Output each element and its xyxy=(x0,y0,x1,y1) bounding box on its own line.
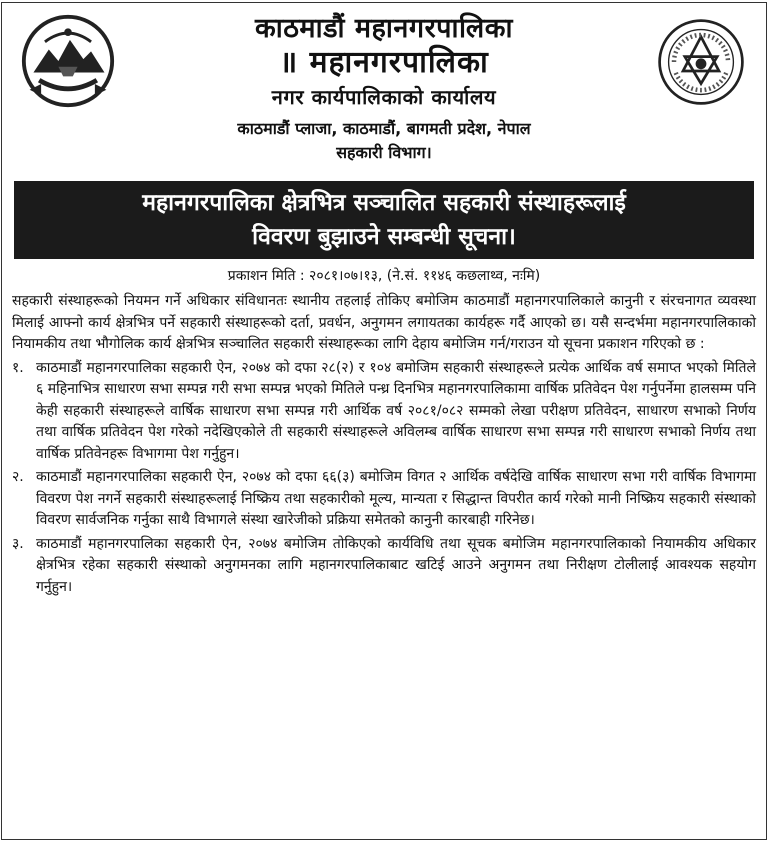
item-text: काठमाडौं महानगरपालिका सहकारी ऐन, २०७४ को दफा २८(२) र १०४ बमोजिम सहकारी संस्थाहरूले प्रत्येक आर्थिक वर्ष समाप्त भएको मितिले ६ महिनाभित्र साधारण सभा सम्पन्न गरी सभा सम्पन्न भएको मितिले पन्ध्र दिनभित्र महानगरपालिकामा वार्षिक प्रतिवेदन पेश गर्नुपर्नेमा हालसम्म पनि केही सहकारी संस्थाहरूले वार्षिक साधारण सभा सम्पन्न गरी आर्थिक वर्ष २०८१/०८२ सम्मको लेखा परीक्षण प्रतिवेदन, साधारण सभाको निर्णय तथा वार्षिक प्रतिवेदन पेश गरेको नदेखिएकोले ती सहकारी संस्थाहरूले अविलम्ब वार्षिक साधारण सभा सम्पन्न गरी साधारण सभाको निर्णय तथा वार्षिक प्रतिवेनहरू विभागमा पेश गर्नुहुन। xyxy=(36,359,757,462)
list-item xyxy=(12,358,756,466)
letterhead xyxy=(12,3,756,181)
item-text: काठमाडौं महानगरपालिका सहकारी ऐन, २०७४ को दफा ६६(३) बमोजिम विगत २ आर्थिक वर्षदेखि वार्षिक साधारण सभा गरी वार्षिक विभागमा विवरण पेश नगर्ने सहकारी संस्थाहरूलाई निष्क्रिय तथा सहकारीको मूल्य, मान्यता र सिद्धान्त विपरीत कार्य गरेको मानी निष्क्रिय सहकारी संस्थाको विवरण सार्वजनिक गर्नुका साथै विभागले संस्था खारेजीको प्रक्रिया समेतको कानुनी कारबाही गरिनेछ। xyxy=(36,469,756,528)
office-address: काठमाडौं प्लाजा, काठमाडौं, बागमती प्रदेश, नेपाल xyxy=(237,119,531,138)
item-number: १. xyxy=(12,359,24,376)
item-number: २. xyxy=(12,469,24,485)
notice-intro: सहकारी संस्थाहरूको नियमन गर्ने अधिकार संविधानतः स्थानीय तहलाई तोकिए बमोजिम काठमाडौं महानगरपालिकाले कानुनी र संरचनागत व्यवस्था मिलाई आफ्नो कार्य क्षेत्रभित्र पर्ने सहकारी संस्थाहरूको दर्ता, प्रवर्धन, अनुगमन लगायतका कार्यहरू गर्दै आएको छ। यसै सन्दर्भमा महानगरपालिकाको नियामकीय तथा भौगोलिक कार्य क्षेत्रभित्र सञ्चालित सहकारी संस्थाहरूका लागि देहाय बमोजिम गर्न/गराउन यो सूचना प्रकाशन गरिएको छ : xyxy=(12,293,756,352)
notice-title-line-1: महानगरपालिका क्षेत्रभित्र सञ्चालित सहकारी संस्थाहरूलाई xyxy=(142,190,626,216)
municipality-calligraphy: ॥ महानगरपालिका xyxy=(279,45,489,80)
municipality-name: काठमाडौं महानगरपालिका xyxy=(255,13,513,44)
nepal-government-emblem-icon xyxy=(20,13,116,109)
notice-title-line-2: विवरण बुझाउने सम्बन्धी सूचना। xyxy=(252,224,516,250)
notice-page xyxy=(1,2,767,840)
item-text: काठमाडौं महानगरपालिका सहकारी ऐन, २०७४ बमोजिम तोकिएको कार्यविधि तथा सूचक बमोजिम महानगरपालिकाको नियामकीय अधिकार क्षेत्रभित्र रहेका सहकारी संस्थाको अनुगमनका लागि महानगरपालिकाबाट खटिई आउने अनुगमन तथा निरीक्षण टोलीलाई आवश्यक सहयोग गर्नुहुन। xyxy=(36,535,756,595)
kathmandu-metropolitan-seal-icon xyxy=(656,17,746,107)
notice-items xyxy=(12,358,756,599)
division-name: सहकारी विभाग। xyxy=(336,143,432,162)
item-number: ३. xyxy=(12,535,24,552)
office-name: नगर कार्यपालिकाको कार्यालय xyxy=(271,85,497,109)
notice-title-banner xyxy=(14,181,754,259)
list-item xyxy=(12,467,756,532)
list-item xyxy=(12,534,756,599)
publication-date: प्रकाशन मिति : २०८१।०७।१३, (ने.सं. ११४६ कछलाथ्व, नःमि) xyxy=(227,268,541,284)
